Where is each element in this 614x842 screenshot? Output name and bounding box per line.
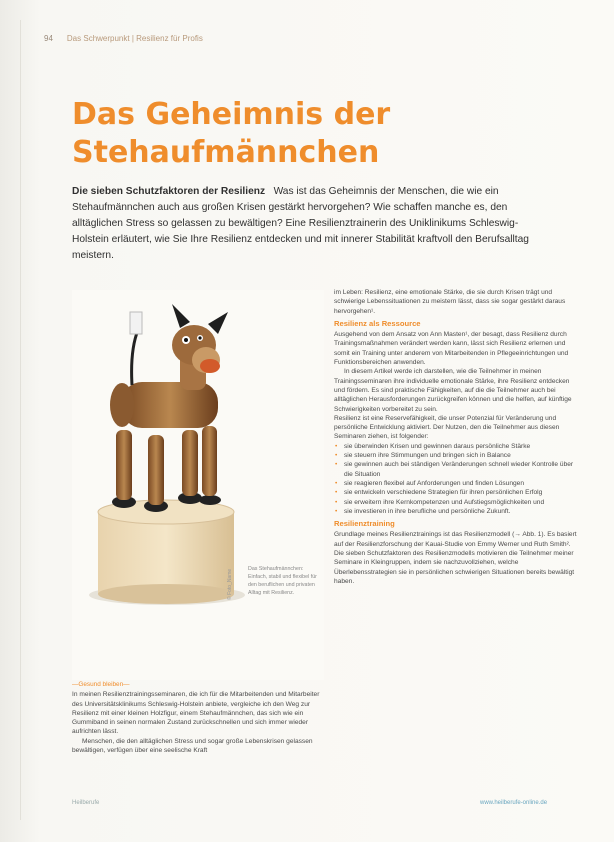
footer-journal: Heilberufe <box>72 800 100 806</box>
section-label: Das Schwerpunkt | Resilienz für Profis <box>66 34 203 43</box>
section1-paragraph-1: Ausgehend von dem Ansatz von Ann Masten¹, der besagt, dass Resilienz durch Trainingsmaßnahmen verändert werden kann, lässt sich Resilienz erlernen und somit ein Training unter anderem von Mitarbeitenden in Pflegeeinrichtungen und Funktionsbereichen anwenden. <box>334 331 569 367</box>
stehaufmaennchen-photo <box>72 290 324 680</box>
footer-website: www.heilberufe-online.de <box>480 800 548 806</box>
right-intro: im Leben: Resilienz, eine emotionale Stärke, die sie durch Krisen trägt und schwierige Lebenssituationen zu meistern lässt, dass sie sogar gestärkt daraus hervorgehen¹. <box>334 289 566 315</box>
list-item: • sie entwickeln verschiedene Strategien für ihren persönlichen Erfolg <box>344 488 580 497</box>
article-title: Das Geheimnis der Stehaufmännchen <box>72 97 391 170</box>
list-item: • sie investieren in ihre berufliche und persönliche Zukunft. <box>344 507 580 516</box>
list-item: • sie erweitern ihre Kernkompetenzen und Aufstiegsmöglichkeiten und <box>344 498 580 507</box>
section-heading-training: Resilienztraining <box>334 519 395 529</box>
list-item: • sie überwinden Krisen und gewinnen daraus persönliche Stärke <box>344 442 580 451</box>
photo-caption: Das Stehaufmännchen: Einfach, stabil und flexibel für den beruflichen und privaten Alltag mit Resilienz. <box>248 566 317 596</box>
article-lead <box>72 184 542 264</box>
page-fold-line <box>20 20 21 820</box>
section-heading-resource: Resilienz als Ressource <box>334 318 421 328</box>
section1-paragraph-3: Resilienz ist eine Reservefähigkeit, die unser Potenzial für Veränderung und persönliche Entwicklung aktiviert. Der Nutzen, den die Teilnehmer aus diesen Seminaren ziehen, ist folgender: <box>334 414 560 441</box>
list-item: • sie reagieren flexibel auf Anforderungen und finden Lösungen <box>344 479 580 488</box>
left-paragraph-1: In meinen Resilienztrainingsseminaren, die ich für die Mitarbeitenden und Mitarbeiter des Universitätsklinikums Schleswig-Holstein anbiete, vergleiche ich den Weg zur Resilienz mit einer kleinen Holzfigur, einem Stehaufmännchen, das sich wie ein Gummiband in seinen normalen Zustand zurückschnellen und sich immer wieder aufrichten lässt. <box>72 691 320 736</box>
photo-credit: © Foto_Name <box>227 568 233 600</box>
page-number: 94 <box>44 34 53 43</box>
left-paragraph-2: Menschen, die den alltäglichen Stress und sogar große Lebenskrisen gelassen bewältigen, verfügen über eine seelische Kraft <box>72 737 313 755</box>
lead-bold: Die sieben Schutzfaktoren der Resilienz <box>72 186 266 197</box>
running-header <box>44 34 203 43</box>
list-item: • sie steuern ihre Stimmungen und bringen sich in Balance <box>344 451 580 460</box>
section2-paragraph: Grundlage meines Resilienztrainings ist das Resilienzmodell (→ Abb. 1). Es basiert auf der Resilienzforschung der Kauai-Studie von Emmy Werner und Ruth Smith². Die sieben Schutzfaktoren des Resilienzmodells motivieren die Teilnehmer meiner Seminare in Kleingruppen, indem sie nachzuvollziehen, welche Überlebensstrategien sie in persönlichen schwierigen Situationen bereits bewältigt haben. <box>334 531 577 585</box>
left-column <box>72 680 324 755</box>
left-kicker: —Gesund bleiben— <box>72 681 130 688</box>
list-item: • sie gewinnen auch bei ständigen Veränderungen schnell wieder Kontrolle über die Situation <box>344 460 580 479</box>
lead-text: Was ist das Geheimnis der Menschen, die wie ein Stehaufmännchen auch aus großen Krisen gestärkt hervorgehen? Wie schaffen manche es, den alltäglichen Stress so gelassen zu bewältigen? Eine Resilienztrainerin des Uniklinikums Schleswig-Holstein erläutert, wie Sie Ihre Resilienz entdecken und mit innerer Stabilität kraftvoll den Berufsalltag meistern. <box>72 186 529 261</box>
toy-illustration <box>72 290 324 680</box>
section1-paragraph-2: In diesem Artikel werde ich darstellen, wie die Teilnehmer in meinen Trainingsseminaren ihre individuelle emotionale Stärke, ihre Resilienz entdecken und fördern. Es sind praktische Fähigkeiten, auf die die Teilnehmer auch bei alltäglichen Herausforderungen zurückgreifen können und die helfen, auf künftige Schwierigkeiten vorbereitet zu sein. <box>334 368 572 413</box>
right-column <box>334 288 580 586</box>
benefit-list <box>334 442 580 516</box>
